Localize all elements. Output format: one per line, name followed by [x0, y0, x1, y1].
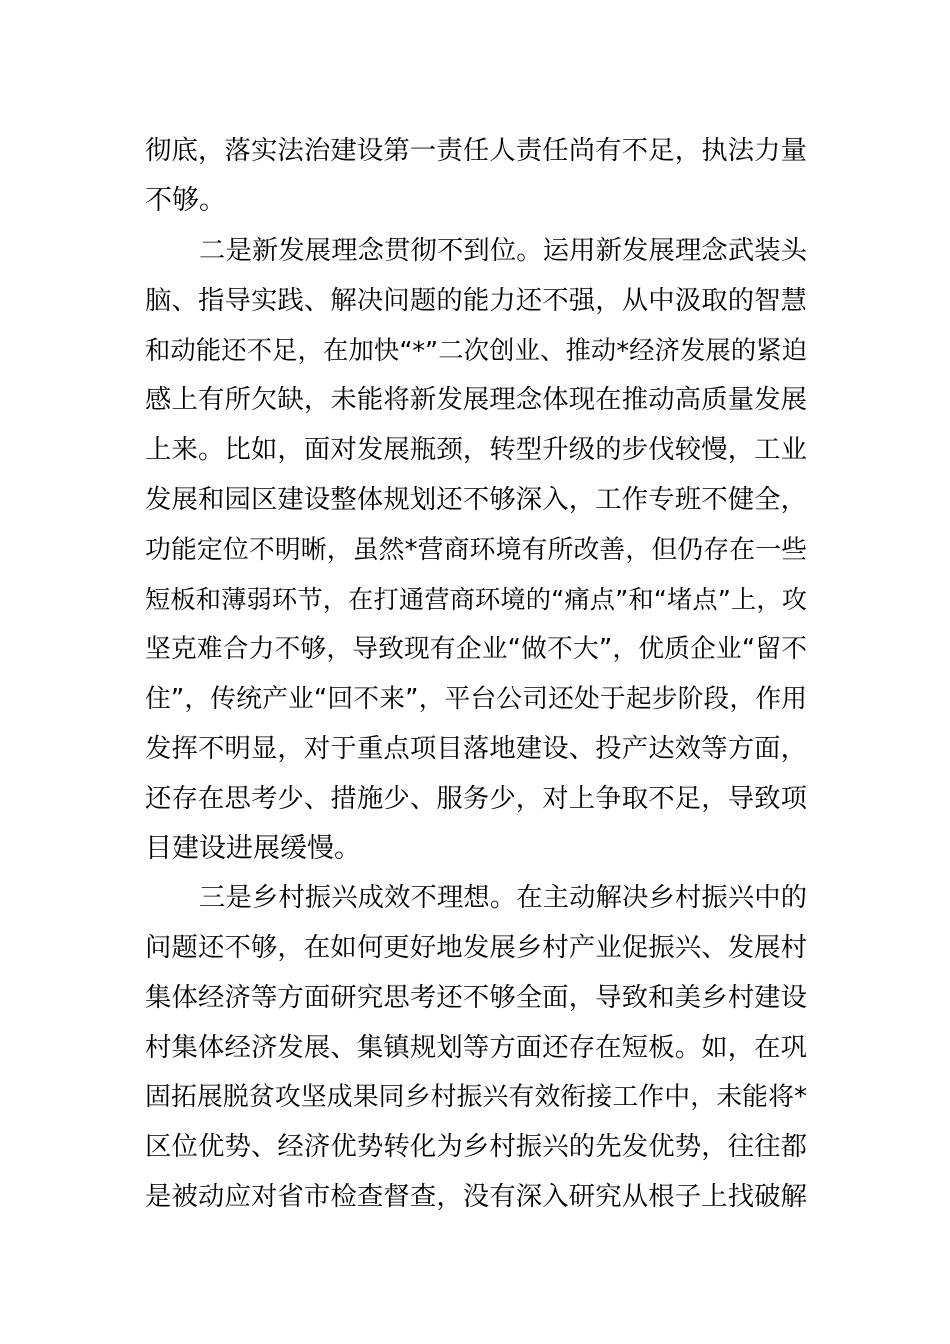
- text-line: 不够。: [145, 185, 226, 216]
- text-line: 短板和薄弱环节，在打通营商环境的“痛点”和“堵点”上，攻: [145, 585, 807, 614]
- text-line: 村集体经济发展、集镇规划等方面还存在短板。如，在巩: [145, 1033, 807, 1063]
- paragraph-heading-line: 三是乡村振兴成效不理想。在主动解决乡村振兴中的: [199, 883, 807, 913]
- text-line: 是被动应对省市检查督查，没有深入研究从根子上找破解: [145, 1182, 807, 1212]
- text-line: 集体经济等方面研究思考还不够全面，导致和美乡村建设: [145, 983, 807, 1013]
- text-line: 彻底，落实法治建设第一责任人责任尚有不足，执法力量: [145, 136, 807, 166]
- text-line: 感上有所欠缺，未能将新发展理念体现在推动高质量发展: [145, 385, 807, 415]
- text-line: 目建设进展缓慢。: [145, 833, 361, 864]
- text-line: 住”，传统产业“回不来”，平台公司还处于起步阶段，作用: [145, 684, 807, 714]
- text-line: 坚克难合力不够，导致现有企业“做不大”，优质企业“留不: [145, 634, 807, 664]
- text-line: 和动能还不足，在加快“*”二次创业、推动*经济发展的紧迫: [145, 336, 807, 365]
- text-line: 问题还不够，在如何更好地发展乡村产业促振兴、发展村: [145, 933, 807, 963]
- text-line: 脑、指导实践、解决问题的能力还不强，从中汲取的智慧: [145, 286, 807, 316]
- text-line: 发挥不明显，对于重点项目落地建设、投产达效等方面，: [145, 734, 807, 764]
- text-line: 区位优势、经济优势转化为乡村振兴的先发优势，往往都: [145, 1132, 807, 1162]
- text-line: 发展和园区建设整体规划还不够深入，工作专班不健全，: [145, 485, 807, 515]
- paragraph-heading-line: 二是新发展理念贯彻不到位。运用新发展理念武装头: [199, 236, 807, 266]
- text-line: 还存在思考少、措施少、服务少，对上争取不足，导致项: [145, 784, 807, 814]
- text-line: 功能定位不明晰，虽然*营商环境有所改善，但仍存在一些: [145, 535, 807, 565]
- text-line: 上来。比如，面对发展瓶颈，转型升级的步伐较慢，工业: [145, 435, 807, 465]
- text-line: 固拓展脱贫攻坚成果同乡村振兴有效衔接工作中，未能将*: [145, 1082, 807, 1112]
